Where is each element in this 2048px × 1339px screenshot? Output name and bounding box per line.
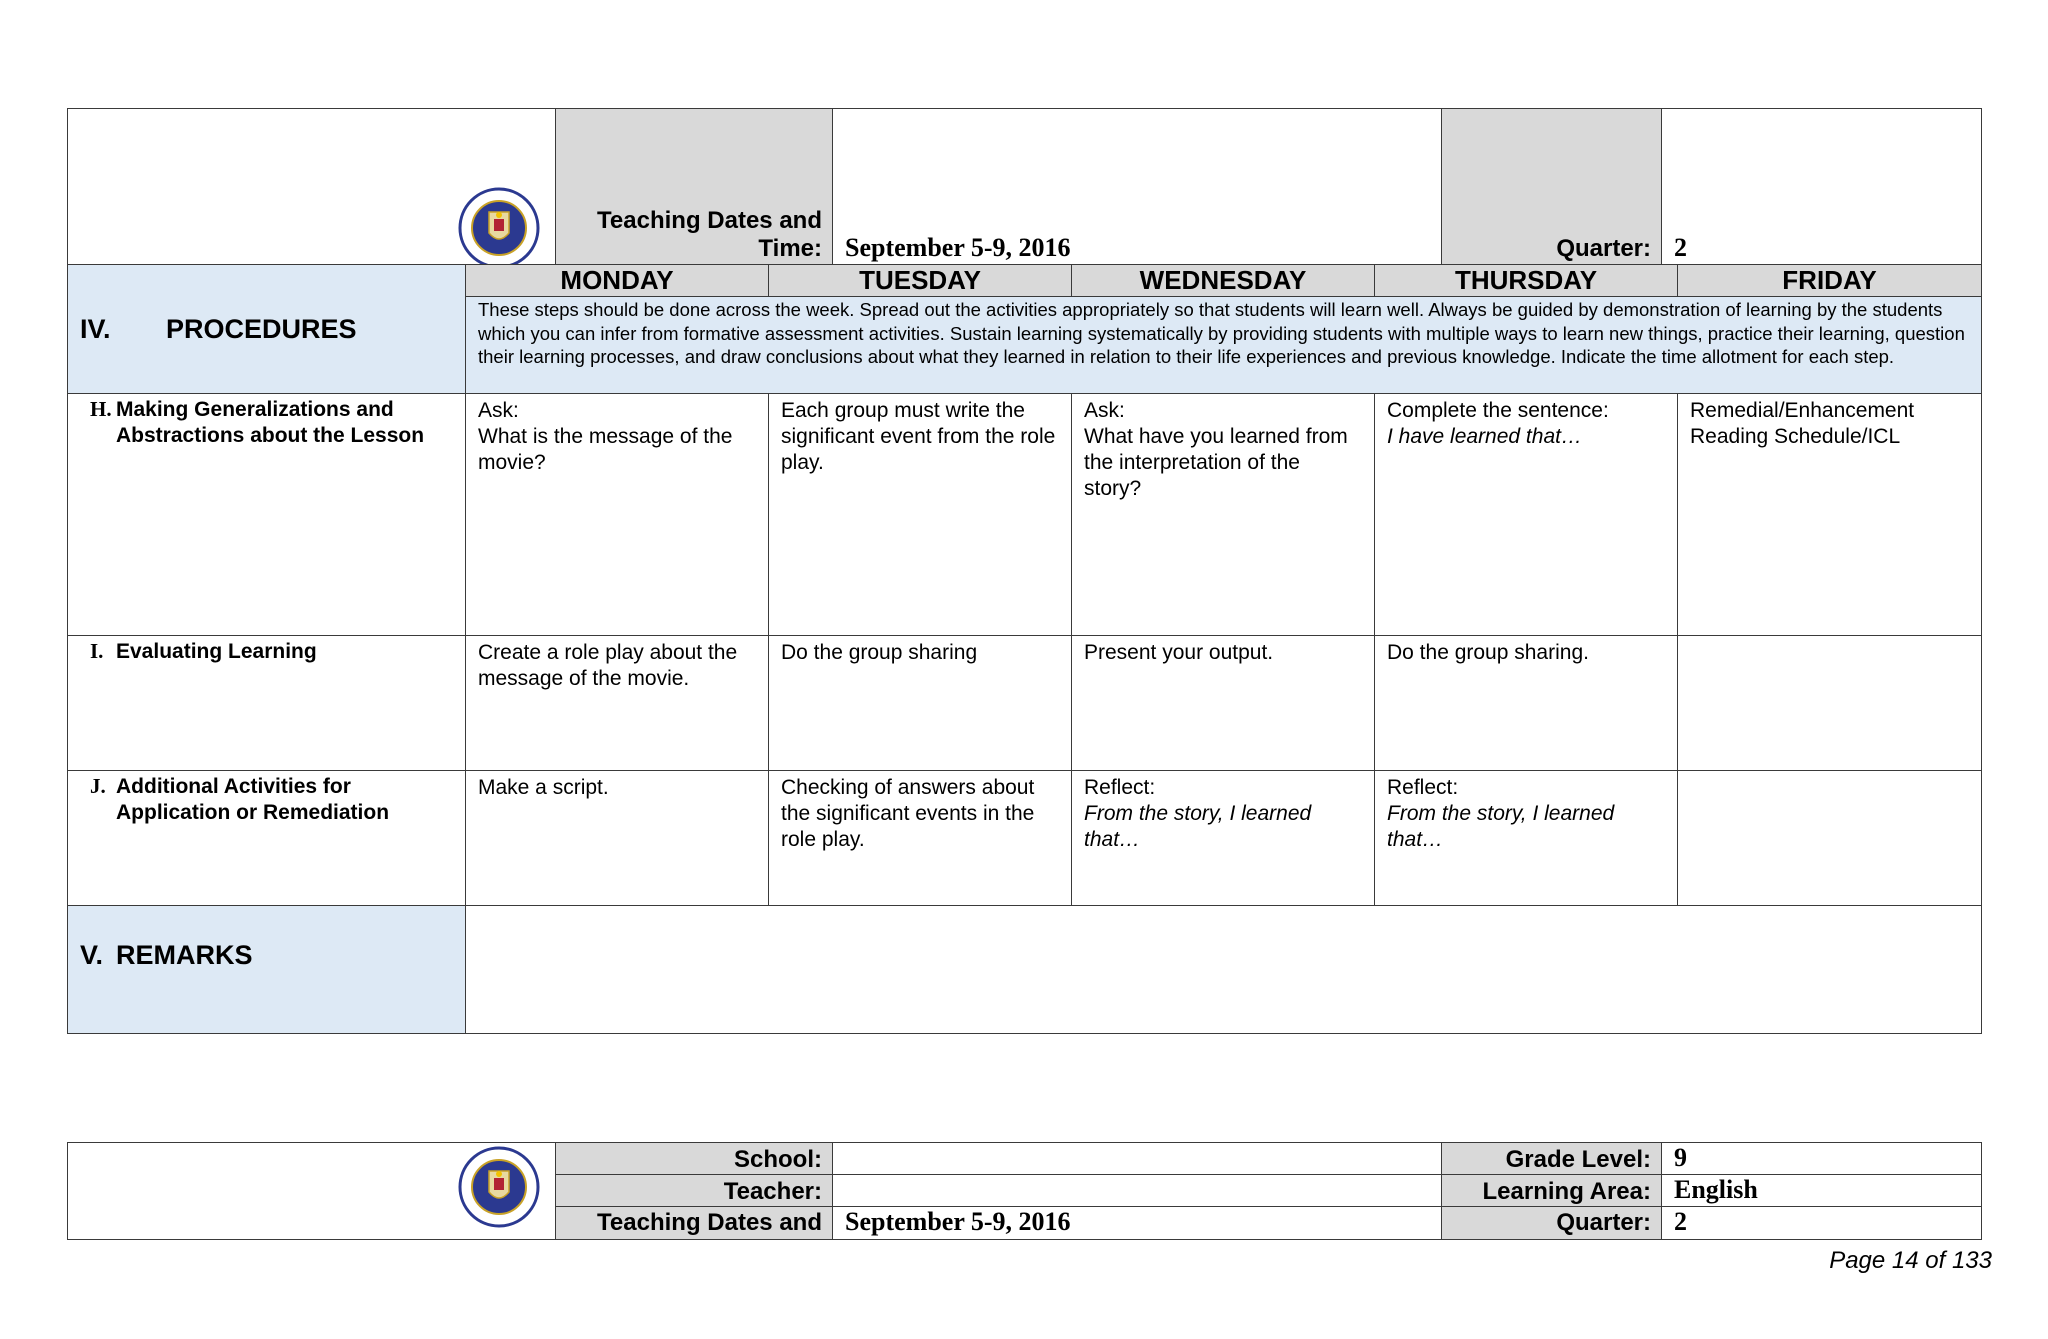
row-h-thursday-line2: I have learned that… [1387,425,1582,448]
row-j-label-line2: Application or Remediation [116,801,390,824]
remarks-title: REMARKS [116,940,253,970]
row-h-wednesday-line2: What have you learned from the interpretation of the story? [1084,425,1348,500]
footer-teaching-dates-value-cell [832,1206,1442,1240]
remarks-heading-cell [67,905,466,1034]
learning-area-label: Learning Area: [1482,1178,1651,1205]
row-i-tuesday-line1: Do the group sharing [781,641,978,664]
row-j-thursday [1374,770,1678,906]
row-i-friday [1677,635,1982,771]
teacher-value-cell [832,1174,1442,1207]
day-header-friday: FRIDAY [1677,264,1982,297]
school-label-cell [555,1142,833,1175]
row-h-label-line2: Abstractions about the Lesson [116,424,425,447]
teaching-dates-label-cell [555,108,833,265]
row-i-wednesday-line1: Present your output. [1084,641,1274,664]
row-h-monday-line1: Ask: [478,399,519,422]
footer-quarter-label-cell [1441,1206,1662,1240]
row-h-thursday-line1: Complete the sentence: [1387,399,1609,422]
row-i-wednesday [1071,635,1375,771]
row-j-thursday-line1: Reflect: [1387,776,1459,799]
remarks-roman: V. [80,940,104,970]
row-j-letter: J. [90,774,106,798]
row-j-monday [465,770,769,906]
row-h-wednesday-line1: Ask: [1084,399,1125,422]
teaching-dates-value: September 5-9, 2016 [845,233,1071,262]
footer-teaching-dates-label-cell [555,1206,833,1240]
quarter-label: Quarter: [1556,235,1651,262]
day-header-wednesday: WEDNESDAY [1071,264,1375,297]
row-j-wednesday-line1: Reflect: [1084,776,1156,799]
teacher-label-cell [555,1174,833,1207]
row-i-monday-line1: Create a role play about the message of the movie. [478,641,738,690]
row-j-monday-line1: Make a script. [478,776,609,799]
row-h-wednesday [1071,393,1375,636]
school-label: School: [734,1146,822,1173]
footer-quarter-value: 2 [1674,1207,1687,1236]
row-i-label-line1: Evaluating Learning [116,640,317,663]
day-header-thursday: THURSDAY [1374,264,1678,297]
row-j-label-line1: Additional Activities for [116,775,351,798]
row-j-tuesday-line1: Checking of answers about the significant events in the role play. [781,776,1035,851]
row-i-thursday [1374,635,1678,771]
procedures-heading-cell [67,264,466,394]
footer-teaching-dates-label: Teaching Dates and [597,1209,822,1236]
row-j-friday [1677,770,1982,906]
grade-level-label: Grade Level: [1505,1146,1651,1173]
row-h-label-line1: Making Generalizations and [116,398,394,421]
quarter-label-cell [1441,108,1662,265]
procedures-title: PROCEDURES [166,314,357,344]
row-i-tuesday [768,635,1072,771]
time-label: Time: [758,235,822,262]
day-header-tuesday: TUESDAY [768,264,1072,297]
remarks-content-cell [465,905,1982,1034]
row-i-thursday-line1: Do the group sharing. [1387,641,1589,664]
teacher-label: Teacher: [723,1178,822,1205]
grade-level-value-cell [1661,1142,1982,1175]
procedures-instructions: These steps should be done across the week. Spread out the activities appropriately so that students will learn well. Always be guided by demonstration of learning by the students which you can infer from formative assessment activities. Sustain learning systematically by providing students with multiple ways to learn new things, practice their learning, question their learning processes, and draw conclusions about what they learned in relation to their life experiences and previous knowledge. Indicate the time allotment for each step. [465,296,1982,394]
page-number: Page 14 of 133 [1829,1247,1992,1274]
grade-level-label-cell [1441,1142,1662,1175]
row-j-wednesday-line2: From the story, I learned that… [1084,802,1312,851]
school-value-cell [832,1142,1442,1175]
day-header-monday: MONDAY [465,264,769,297]
row-h-friday-line1: Remedial/Enhancement [1690,399,1915,422]
row-h-monday [465,393,769,636]
row-h-letter: H. [90,397,112,421]
teaching-dates-label: Teaching Dates and [597,207,822,234]
row-i-letter: I. [90,639,104,663]
procedures-roman: IV. [80,314,111,344]
row-h-monday-line2: What is the message of the movie? [478,425,733,474]
row-i-label-cell [67,635,466,771]
row-h-label-cell [67,393,466,636]
footer-quarter-label: Quarter: [1556,1209,1651,1236]
learning-area-value: English [1674,1175,1758,1204]
row-h-friday [1677,393,1982,636]
teaching-dates-value-cell [832,108,1442,265]
learning-area-value-cell [1661,1174,1982,1207]
footer-quarter-value-cell [1661,1206,1982,1240]
row-h-thursday [1374,393,1678,636]
row-j-thursday-line2: From the story, I learned that… [1387,802,1615,851]
learning-area-label-cell [1441,1174,1662,1207]
deped-seal-icon [455,187,543,269]
grade-level-value: 9 [1674,1143,1687,1172]
row-i-monday [465,635,769,771]
quarter-value: 2 [1674,233,1687,262]
row-h-friday-line2: Reading Schedule/ICL [1690,425,1901,448]
row-h-tuesday [768,393,1072,636]
row-j-wednesday [1071,770,1375,906]
footer-deped-seal-icon [455,1146,543,1228]
row-j-tuesday [768,770,1072,906]
row-j-label-cell [67,770,466,906]
row-h-tuesday-line1: Each group must write the significant event from the role play. [781,399,1056,474]
footer-teaching-dates-value: September 5-9, 2016 [845,1207,1071,1236]
quarter-value-cell [1661,108,1982,265]
